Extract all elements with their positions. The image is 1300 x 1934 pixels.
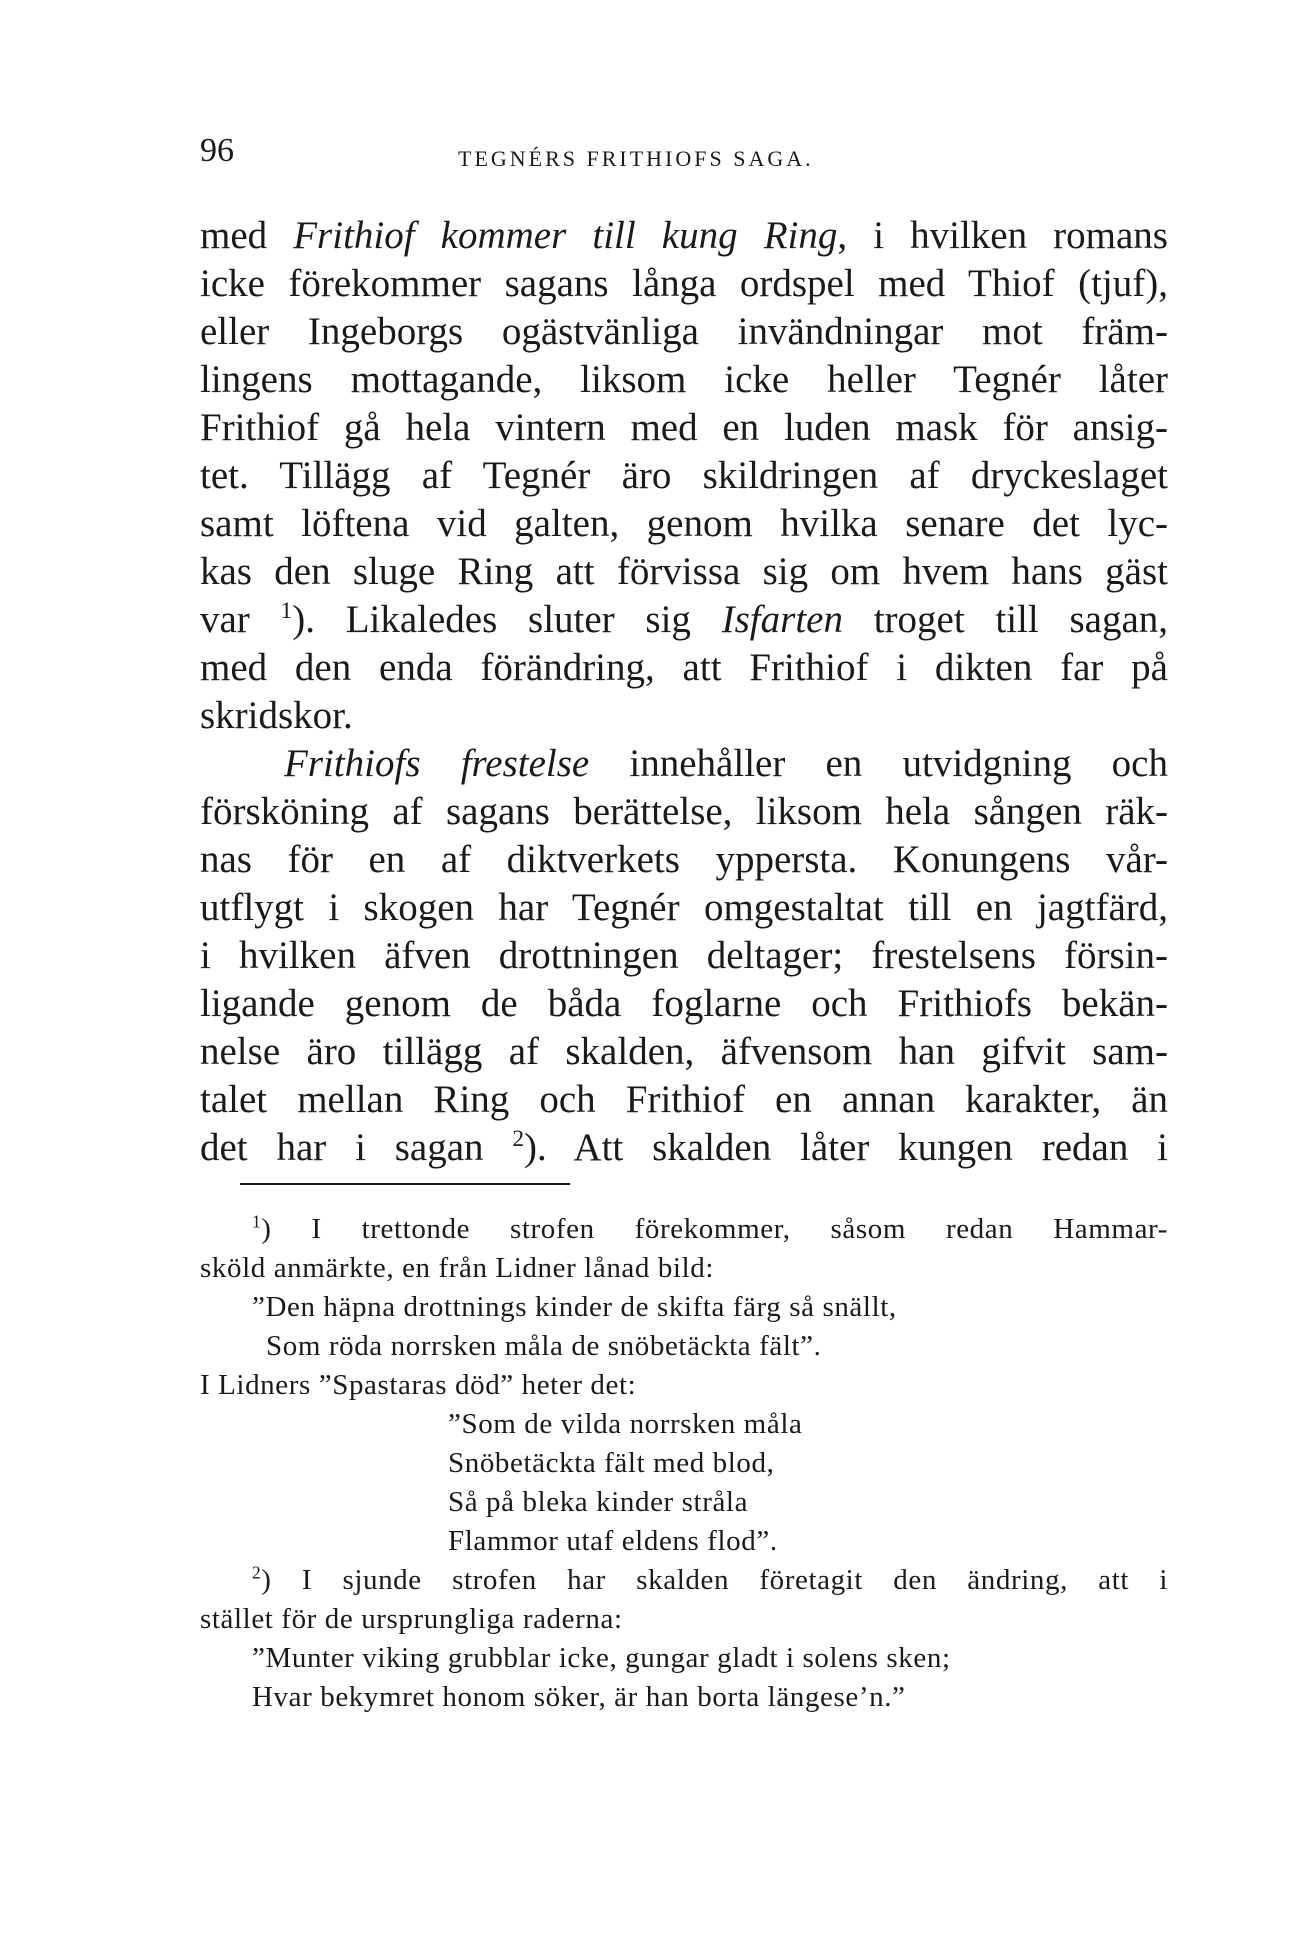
footnote-line: Flammor utaf eldens flod”.: [448, 1525, 778, 1557]
text-span: var: [200, 598, 281, 641]
text-line: [200, 596, 1168, 644]
footnote-line: Som röda norrsken måla de snöbetäckta fält”.: [266, 1330, 822, 1362]
page-number: 96: [200, 132, 234, 169]
footnote-line: ”Som de vilda norrsken måla: [448, 1408, 803, 1440]
text-span: ) I trettonde strofen förekommer, såsom redan Hammar-: [261, 1213, 1168, 1245]
text-span: med: [200, 214, 294, 257]
text-span: , i hvilken romans: [837, 214, 1168, 257]
text-line: eller Ingeborgs ogästvänliga invändningar mot främ-: [200, 310, 1168, 353]
text-span: det har i sagan: [200, 1126, 513, 1169]
text-line: skridskor.: [200, 694, 353, 737]
text-line: kas den sluge Ring att förvissa sig om hvem hans gäst: [200, 550, 1168, 593]
text-line: utflygt i skogen har Tegnér omgestaltat till en jagtfärd,: [200, 886, 1168, 929]
text-span: ). Likaledes sluter sig: [292, 598, 722, 641]
text-span: ) I sjunde strofen har skalden företagit den ändring, att i: [261, 1564, 1168, 1596]
text-line: icke förekommer sagans långa ordspel med Thiof (tjuf),: [200, 262, 1168, 305]
text-span: innehåller en utvidgning och: [589, 742, 1168, 785]
footnote-marker: 1: [252, 1211, 262, 1232]
footnote-line: Snöbetäckta fält med blod,: [448, 1447, 775, 1479]
text-line: [200, 212, 1168, 260]
footnote-line: [200, 1561, 1168, 1600]
italic-title: Frithiofs frestelse: [284, 742, 590, 785]
footnote-ref: 2: [512, 1126, 525, 1152]
text-span: troget till sagan,: [842, 598, 1168, 641]
text-line: lingens mottagande, liksom icke heller Tegnér låter: [200, 358, 1168, 401]
footnote-ref: 1: [280, 598, 293, 624]
main-text: [200, 212, 1168, 1172]
footnote-line: I Lidners ”Spastaras död” heter det:: [200, 1369, 637, 1401]
footnote-line: ”Munter viking grubblar icke, gungar gladt i solens sken;: [252, 1642, 951, 1674]
footnotes: [200, 1210, 1168, 1717]
footnote-line: ”Den häpna drottnings kinder de skifta färg så snällt,: [252, 1291, 897, 1323]
footnote-line: [200, 1210, 1168, 1249]
text-line: försköning af sagans berättelse, liksom hela sången räk-: [200, 790, 1168, 833]
text-line: samt löftena vid galten, genom hvilka senare det lyc-: [200, 502, 1168, 545]
running-head: [200, 132, 1160, 182]
italic-title: Isfarten: [721, 598, 843, 641]
text-span: ). Att skalden låter kungen redan i: [524, 1126, 1168, 1169]
running-title: TEGNÉRS FRITHIOFS SAGA.: [458, 146, 814, 171]
text-line: talet mellan Ring och Frithiof en annan karakter, än: [200, 1078, 1168, 1121]
text-line: Frithiof gå hela vintern med en luden mask för ansig-: [200, 406, 1168, 449]
footnote-line: Så på bleka kinder stråla: [448, 1486, 749, 1518]
text-line: i hvilken äfven drottningen deltager; frestelsens försin-: [200, 934, 1168, 977]
text-line: nelse äro tillägg af skalden, äfvensom han gifvit sam-: [200, 1030, 1168, 1073]
text-line: nas för en af diktverkets yppersta. Konungens vår-: [200, 838, 1168, 881]
footnote-line: Hvar bekymret honom söker, är han borta längese’n.”: [252, 1681, 906, 1713]
footnote-line: sköld anmärkte, en från Lidner lånad bild:: [200, 1252, 715, 1284]
text-line: tet. Tillägg af Tegnér äro skildringen af dryckeslaget: [200, 454, 1168, 497]
footnote-line: stället för de ursprungliga raderna:: [200, 1603, 623, 1635]
text-line: [200, 1124, 1168, 1172]
text-line: med den enda förändring, att Frithiof i dikten far på: [200, 646, 1168, 689]
text-line: [200, 740, 1168, 788]
italic-title: Frithiof kommer till kung Ring: [293, 214, 838, 257]
footnote-divider: [240, 1183, 570, 1185]
footnote-marker: 2: [252, 1562, 262, 1583]
text-line: ligande genom de båda foglarne och Frithiofs bekän-: [200, 982, 1168, 1025]
